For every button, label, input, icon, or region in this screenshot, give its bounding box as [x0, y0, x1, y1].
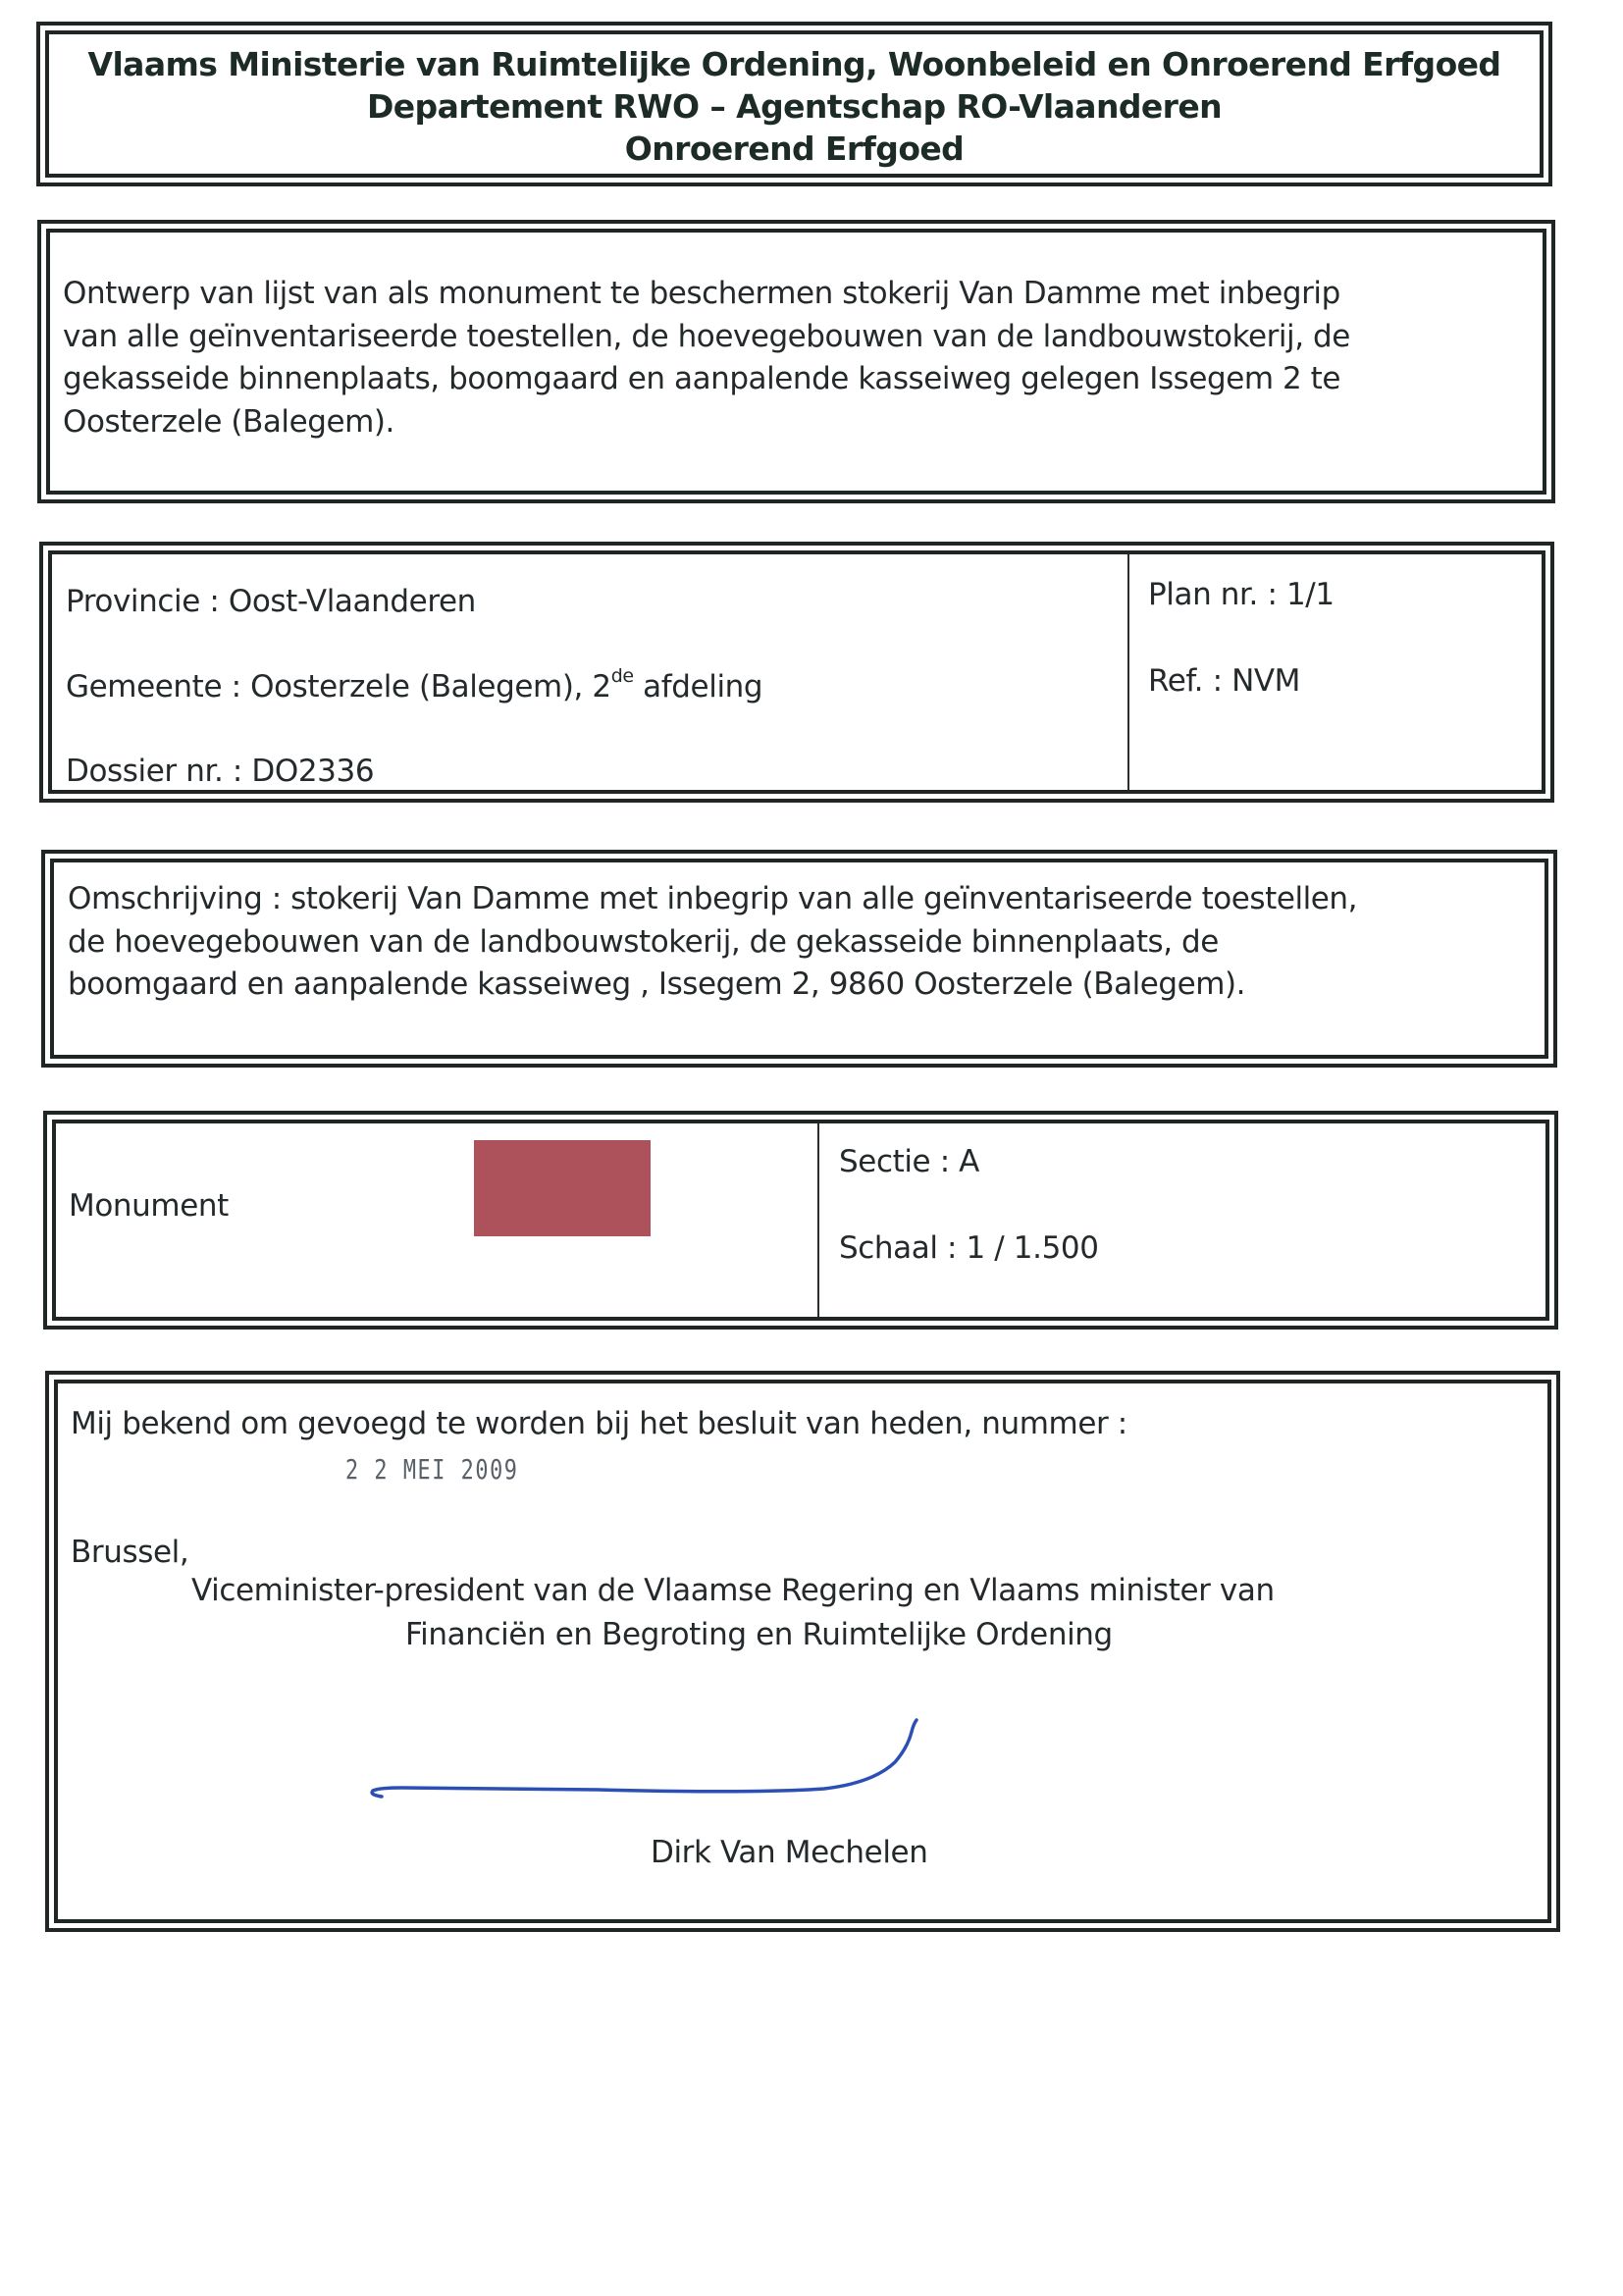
gemeente-afdeling: afdeling [633, 669, 763, 704]
signatory-name: Dirk Van Mechelen [651, 1835, 928, 1870]
place-brussel: Brussel, [71, 1535, 189, 1570]
location-column-divider [1127, 554, 1129, 790]
legend-label-monument: Monument [69, 1188, 229, 1224]
title-line: Oosterzele (Balegem). [63, 403, 394, 440]
approval-statement: Mij bekend om gevoegd te worden bij het besluit van heden, nummer : [71, 1406, 1127, 1441]
title-paragraph [63, 273, 1350, 444]
signatory-role-line1: Viceminister-president van de Vlaamse Regering en Vlaams minister van [191, 1573, 1275, 1608]
reference: Ref. : NVM [1148, 663, 1301, 699]
title-line: gekasseide binnenplaats, boomgaard en aanpalende kasseiweg gelegen Issegem 2 te [63, 361, 1340, 396]
description-box [41, 850, 1557, 1068]
plan-number: Plan nr. : 1/1 [1148, 577, 1335, 612]
monument-color-swatch [474, 1140, 651, 1236]
agency-title: Onroerend Erfgoed [624, 130, 965, 168]
title-line: van alle geïnventariseerde toestellen, de hoevegebouwen van de landbouwstokerij, de [63, 318, 1350, 354]
date-stamp: 2 2 MEI 2009 [345, 1453, 519, 1486]
description-line: boomgaard en aanpalende kasseiweg , Issegem 2, 9860 Oosterzele (Balegem). [68, 966, 1246, 1002]
legend-box [43, 1111, 1558, 1330]
description-line: de hoevegebouwen van de landbouwstokerij, de gekasseide binnenplaats, de [68, 923, 1219, 960]
header-box [36, 22, 1552, 186]
gemeente-ordinal-suffix: de [610, 665, 634, 687]
approval-box [45, 1371, 1560, 1932]
dossier-number: Dossier nr. : DO2336 [66, 754, 375, 789]
title-box [37, 220, 1555, 503]
location-box [39, 542, 1554, 803]
legend-box-inner-border [52, 1120, 1549, 1321]
gemeente-value: Gemeente : Oosterzele (Balegem), 2 [66, 669, 611, 704]
signatory-role-line2: Financiën en Begroting en Ruimtelijke Ordening [405, 1617, 1113, 1652]
gemeente-field [66, 665, 763, 704]
department-title: Departement RWO – Agentschap RO-Vlaanderen [366, 87, 1223, 126]
sectie-field: Sectie : A [839, 1144, 979, 1179]
legend-column-divider [817, 1123, 819, 1317]
description-line: Omschrijving : stokerij Van Damme met inbegrip van alle geïnventariseerde toestellen, [68, 881, 1358, 916]
provincie-field: Provincie : Oost-Vlaanderen [66, 584, 476, 619]
ministry-title: Vlaams Ministerie van Ruimtelijke Ordening, Woonbeleid en Onroerend Erfgoed [87, 45, 1501, 83]
description-paragraph [68, 878, 1357, 1007]
title-line: Ontwerp van lijst van als monument te beschermen stokerij Van Damme met inbegrip [63, 276, 1340, 311]
schaal-field: Schaal : 1 / 1.500 [839, 1230, 1099, 1266]
